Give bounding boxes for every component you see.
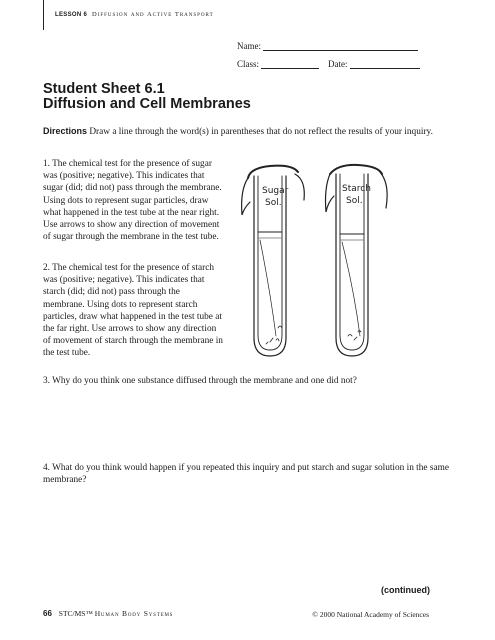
lesson-title: Diffusion and Active Transport <box>92 11 214 18</box>
class-label: Class: <box>237 59 260 69</box>
running-header <box>55 11 214 18</box>
directions <box>43 125 433 139</box>
directions-text: Draw a line through the word(s) in parentheses that do not reflect the results of your inquiry. <box>89 127 433 137</box>
name-label: Name: <box>237 41 261 51</box>
name-blank[interactable] <box>263 42 418 51</box>
sugar-label-line1: Sugar <box>262 186 289 196</box>
name-field <box>237 41 418 51</box>
starch-label-line2: Sol. <box>346 196 363 206</box>
left-margin-rule <box>43 0 44 30</box>
date-blank[interactable] <box>350 60 420 69</box>
book-title: Human Body Systems <box>94 609 174 618</box>
sugar-label-line2: Sol. <box>265 198 282 208</box>
test-tubes-illustration <box>230 160 400 365</box>
continued-note: (continued) <box>381 585 430 595</box>
sheet-number: Student Sheet 6.1 <box>43 81 165 97</box>
starch-label-line1: Starch <box>342 184 371 194</box>
directions-label: Directions <box>43 126 88 136</box>
series-name: STC/MS™ <box>58 609 93 618</box>
question-1: 1. The chemical test for the presence of sugar was (positive; negative). This indicates that sugar (did; did not) pass through the membrane. Using dots to represent sugar particles, draw what happened in the test tube at the near right. Use arrows to show any direction of movement of sugar through the membrane in the test tube. <box>43 159 222 243</box>
sheet-subtitle: Diffusion and Cell Membranes <box>43 96 251 112</box>
page-title <box>43 82 251 112</box>
class-field <box>237 59 319 69</box>
question-4: 4. What do you think would happen if you repeated this inquiry and put starch and sugar solution in the same membrane? <box>43 463 449 486</box>
page-footer <box>43 609 173 618</box>
question-2: 2. The chemical test for the presence of starch was (positive; negative). This indicates that starch (did; did not) pass through the membrane. Using dots to represent starch particles, draw what happened in the test tube at the far right. Use arrows to show any direction of movement of starch through the membrane in the test tube. <box>43 263 223 359</box>
lesson-label: LESSON 6 <box>55 12 88 18</box>
copyright: © 2000 National Academy of Sciences <box>312 610 429 619</box>
date-label: Date: <box>328 59 348 69</box>
page-number: 66 <box>43 609 52 618</box>
question-3: 3. Why do you think one substance diffused through the membrane and one did not? <box>43 376 357 386</box>
class-blank[interactable] <box>261 60 319 69</box>
date-field <box>328 59 420 69</box>
